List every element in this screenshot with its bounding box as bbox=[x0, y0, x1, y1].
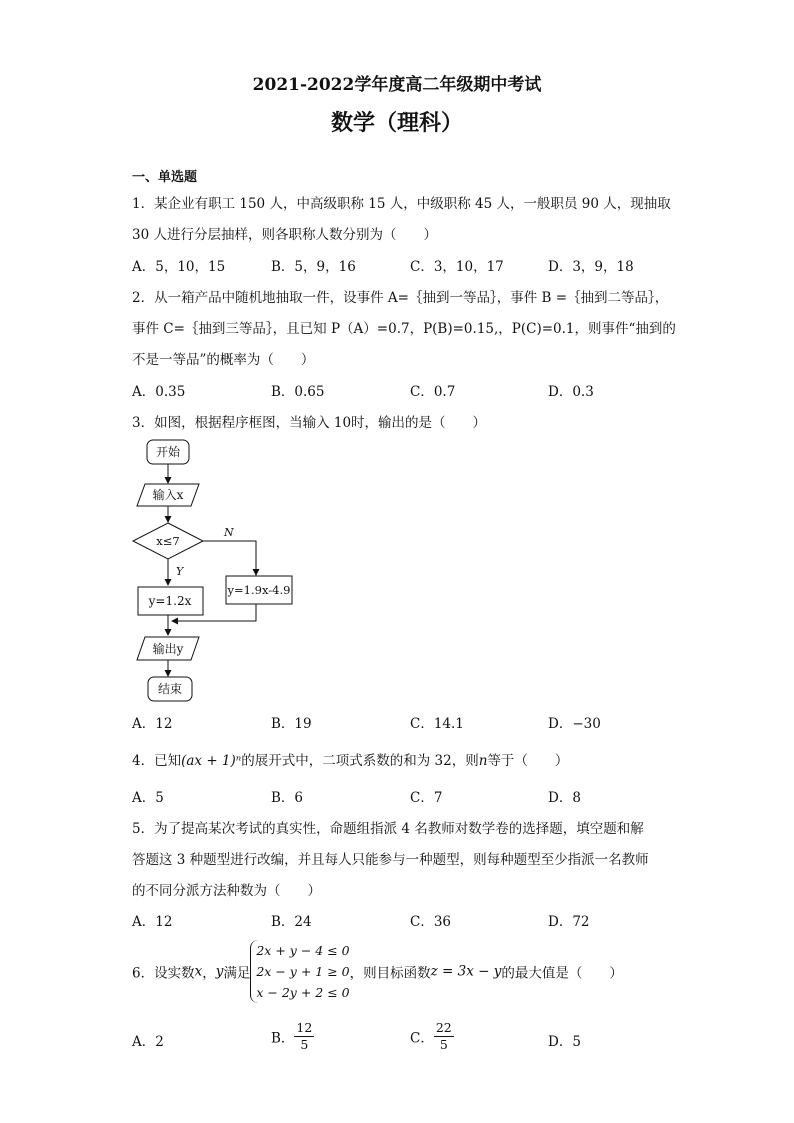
q6-option-b-numerator: 12 bbox=[296, 1020, 313, 1035]
q6-end: 的最大值是（ ） bbox=[501, 965, 623, 982]
q6-option-b-denominator: 5 bbox=[300, 1037, 309, 1052]
q2-option-d: D．0.3 bbox=[548, 384, 594, 400]
q5-text-line1: 5．为了提高某次考试的真实性，命题组指派 4 名教师对数学卷的选择题，填空题和解 bbox=[132, 821, 644, 837]
q6-constraint-system bbox=[250, 940, 349, 1003]
q3-option-c: C．14.1 bbox=[410, 716, 464, 732]
q6-objective: z = 3x − y bbox=[430, 963, 502, 980]
q5-text-line3: 的不同分派方法种数为（ ） bbox=[132, 883, 321, 899]
q6-constraint-3: x − 2y + 2 ≤ 0 bbox=[256, 985, 350, 1000]
exam-title: 2021-2022学年度高二年级期中考试 bbox=[252, 75, 542, 95]
flowchart-no-label: N bbox=[224, 526, 234, 539]
q5-text-line2: 答题这 3 种题型进行改编，并且每人只能参与一种题型，则每种题型至少指派一名教师 bbox=[132, 852, 649, 868]
exam-subtitle: 数学（理科） bbox=[330, 110, 463, 136]
q1-option-c: C．3，10，17 bbox=[410, 259, 504, 275]
q6-option-c bbox=[410, 1020, 454, 1053]
q6-option-b-label: B． bbox=[271, 1030, 295, 1047]
flowchart-input-label: 输入x bbox=[152, 488, 184, 502]
q6-constraint-1: 2x + y − 4 ≤ 0 bbox=[256, 943, 350, 958]
q2-text-line3: 不是一等品”的概率为（ ） bbox=[132, 352, 315, 368]
q6-var-y: y bbox=[215, 963, 224, 980]
flowchart-start-label: 开始 bbox=[155, 445, 181, 459]
flowchart-condition-label: x≤7 bbox=[156, 534, 180, 548]
q4-expression: (ax + 1)ⁿ bbox=[181, 753, 242, 769]
q4-option-d: D．8 bbox=[548, 790, 581, 806]
q6-option-a: A．2 bbox=[132, 1034, 164, 1050]
q1-option-b: B．5，9，16 bbox=[271, 259, 356, 275]
q4-option-c: C．7 bbox=[410, 790, 443, 806]
flowchart-yes-branch-label: y=1.2x bbox=[148, 594, 192, 608]
q3-option-d: D．−30 bbox=[548, 716, 601, 732]
q6-constraint-2: 2x − y + 1 ≥ 0 bbox=[256, 964, 350, 979]
q6-option-b bbox=[271, 1020, 314, 1053]
q1-option-d: D．3，9，18 bbox=[548, 259, 634, 275]
flowchart-no-branch-label: y=1.9x-4.9 bbox=[227, 583, 291, 597]
q4-option-b: B．6 bbox=[271, 790, 304, 806]
q1-option-a: A．5，10，15 bbox=[132, 259, 226, 275]
q2-text-line1: 2．从一箱产品中随机地抽取一件，设事件 A=｛抽到一等品｝，事件 B =｛抽到二等品｝， bbox=[132, 290, 669, 306]
q1-text-line2: 30 人进行分层抽样，则各职称人数分别为（ ） bbox=[132, 227, 437, 243]
q6-after: ，则目标函数 bbox=[349, 965, 431, 982]
q6-separator: ， bbox=[202, 965, 216, 982]
q4-option-a: A．5 bbox=[132, 790, 164, 806]
q6-option-c-numerator: 22 bbox=[435, 1020, 452, 1035]
q3-text-line1: 3．如图，根据程序框图，当输入 10时，输出的是（ ） bbox=[132, 415, 487, 431]
q6-option-c-denominator: 5 bbox=[439, 1037, 448, 1052]
q4-prefix: 4．已知 bbox=[132, 753, 182, 769]
q5-option-b: B．24 bbox=[271, 914, 312, 930]
q6-option-d: D．5 bbox=[548, 1034, 581, 1050]
q6-option-c-fraction bbox=[434, 1020, 454, 1053]
q6-mid: 满足 bbox=[223, 965, 251, 982]
q3-option-a: A．12 bbox=[132, 716, 173, 732]
flowchart-yes-label: Y bbox=[176, 565, 184, 578]
q2-option-c: C．0.7 bbox=[410, 384, 456, 400]
q4-variable: n bbox=[478, 753, 488, 769]
q4-suffix: 的展开式中，二项式系数的和为 32，则 bbox=[241, 753, 479, 769]
flowchart-output-label: 输出y bbox=[152, 642, 184, 656]
q5-option-c: C．36 bbox=[410, 914, 452, 930]
q3-option-b: B．19 bbox=[271, 716, 312, 732]
q2-text-line2: 事件 C=｛抽到三等品｝，且已知 P（A）=0.7，P(B)=0.15,，P(C)=0.1，则事件“抽到的 bbox=[132, 321, 676, 337]
q5-option-d: D．72 bbox=[548, 914, 590, 930]
q6-option-c-label: C． bbox=[410, 1030, 434, 1047]
q2-option-b: B．0.65 bbox=[271, 384, 325, 400]
q6-prefix: 6．设实数 bbox=[132, 965, 195, 982]
flowchart-diagram bbox=[130, 435, 305, 707]
q4-text bbox=[132, 749, 568, 769]
q5-option-a: A．12 bbox=[132, 914, 173, 930]
q6-text bbox=[132, 940, 623, 1003]
q2-option-a: A．0.35 bbox=[132, 384, 186, 400]
q6-option-b-fraction bbox=[294, 1020, 314, 1053]
q1-text-line1: 1．某企业有职工 150 人，中高级职称 15 人，中级职称 45 人，一般职员 90 人，现抽取 bbox=[132, 196, 671, 212]
flowchart-end-label: 结束 bbox=[157, 682, 183, 696]
q4-end: 等于（ ） bbox=[487, 753, 569, 769]
q6-var-x: x bbox=[194, 963, 203, 980]
section-heading: 一、单选题 bbox=[132, 170, 198, 185]
